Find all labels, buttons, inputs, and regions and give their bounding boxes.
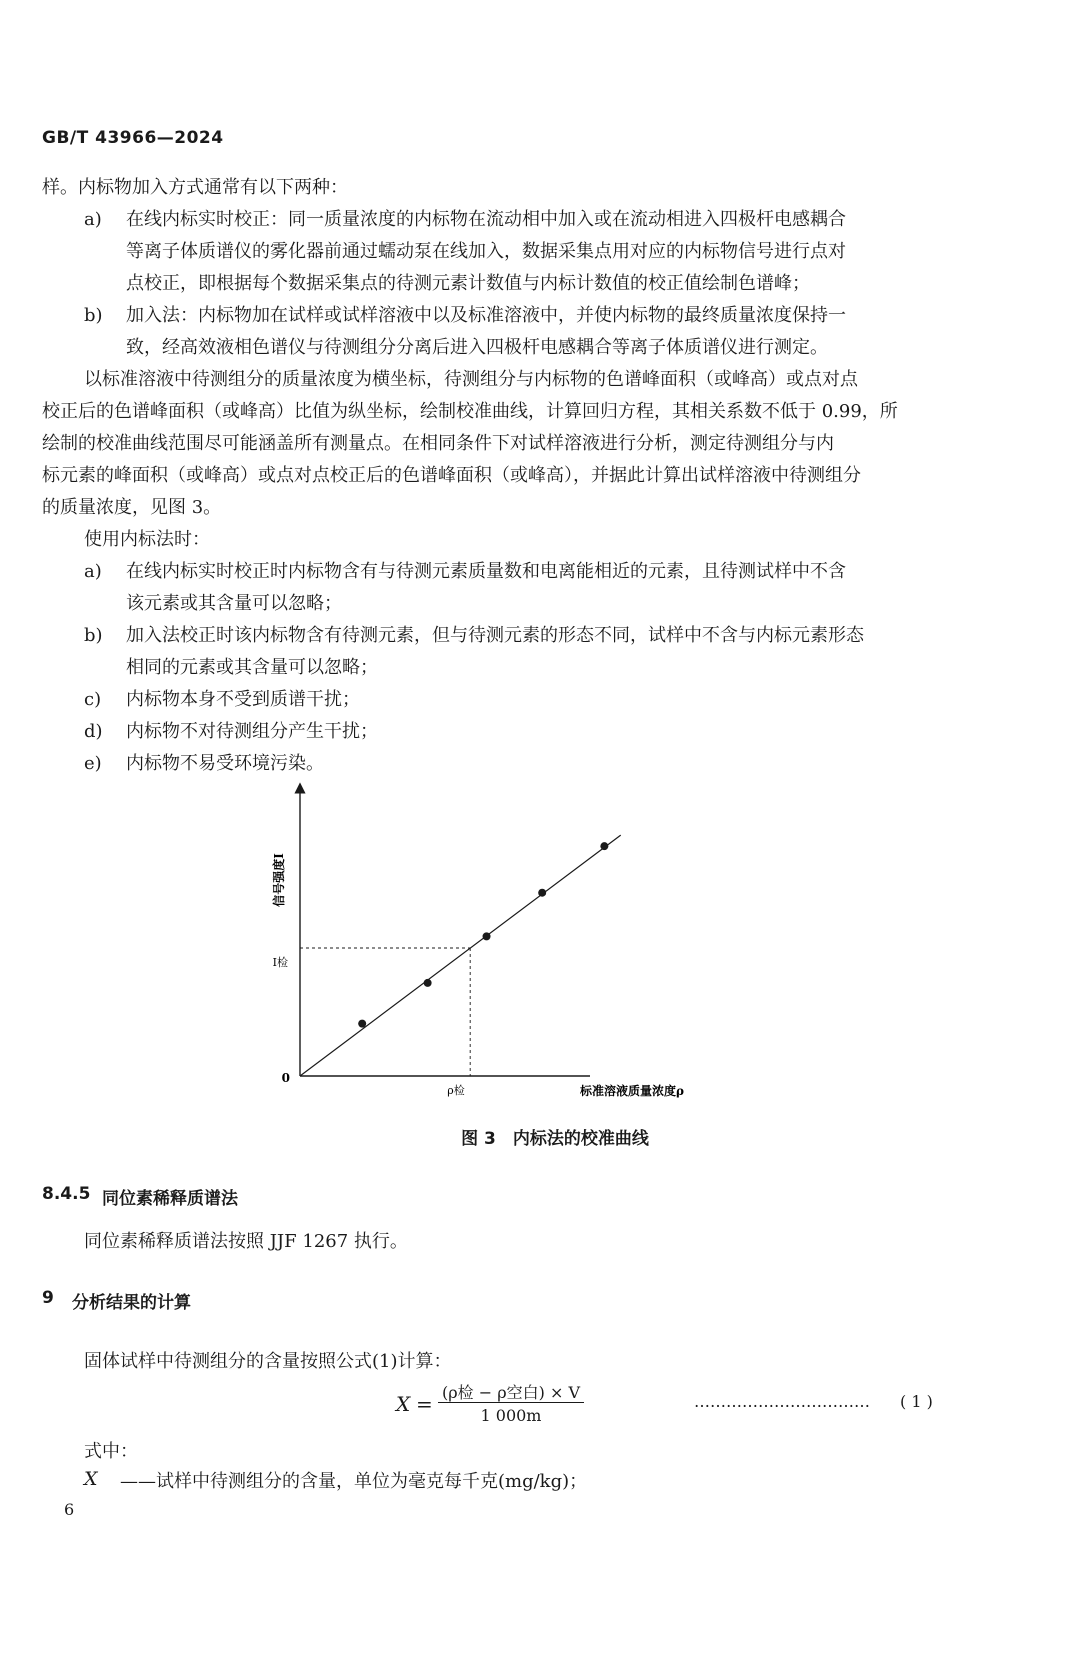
data-point-2	[424, 979, 432, 987]
symbol-x-description: ——试样中待测组分的含量，单位为毫克每千克(mg/kg)；	[120, 1471, 588, 1492]
para2-line-2: 校正后的色谱峰面积（或峰高）比值为纵坐标，绘制校准曲线，计算回归方程，其相关系数不低于 0.99，所	[42, 401, 898, 422]
formula-numerator: (ρ检 − ρ空白) × V	[441, 1383, 580, 1402]
x-axis-label: 标准溶液质量浓度ρ	[580, 1084, 684, 1098]
data-point-5	[600, 842, 608, 850]
y-axis-label: 信号强度I	[272, 853, 286, 907]
data-point-1	[358, 1020, 366, 1028]
data-points	[358, 842, 608, 1027]
method-b-marker: b)	[84, 305, 103, 326]
req-c-line-1: 内标物本身不受到质谱干扰；	[126, 689, 360, 710]
formula-denominator: 1 000m	[480, 1406, 542, 1425]
method-a-marker: a)	[84, 209, 102, 230]
para2-line-3: 绘制的校准曲线范围尽可能涵盖所有测量点。在相同条件下对试样溶液进行分析，测定待测组分与内	[42, 433, 834, 454]
origin-label: 0	[281, 1071, 290, 1085]
req-d-line-1: 内标物不对待测组分产生干扰；	[126, 721, 378, 742]
para2-line-4: 标元素的峰面积（或峰高）或点对点校正后的色谱峰面积（或峰高），并据此计算出试样溶液中待测组分	[42, 465, 861, 486]
method-b-line-2: 致，经高效液相色谱仪与待测组分分离后进入四极杆电感耦合等离子体质谱仪进行测定。	[126, 337, 828, 358]
formula-dots: ……………………………	[694, 1392, 870, 1411]
calc-intro: 固体试样中待测组分的含量按照公式(1)计算：	[84, 1351, 452, 1372]
req-a-line-1: 在线内标实时校正时内标物含有与待测元素质量数和电离能相近的元素，且待测试样中不含	[126, 561, 846, 582]
req-a-marker: a)	[84, 561, 102, 582]
figure-caption: 图 3 内标法的校准曲线	[461, 1129, 649, 1149]
standard-number: GB/T 43966—2024	[42, 128, 224, 148]
data-point-3	[483, 932, 491, 940]
req-e-marker: e)	[84, 753, 102, 774]
para2-line-1: 以标准溶液中待测组分的质量浓度为横坐标，待测组分与内标物的色谱峰面积（或峰高）或点对点	[84, 369, 858, 390]
method-a-line-1: 在线内标实时校正：同一质量浓度的内标物在流动相中加入或在流动相进入四极杆电感耦合	[126, 209, 846, 230]
section-9-title: 分析结果的计算	[72, 1293, 191, 1313]
where-label: 式中：	[84, 1441, 138, 1462]
req-e-line-1: 内标物不易受环境污染。	[126, 753, 324, 774]
method-b-line-1: 加入法：内标物加在试样或试样溶液中以及标准溶液中，并使内标物的最终质量浓度保持一	[126, 305, 846, 326]
method-a-line-2: 等离子体质谱仪的雾化器前通过蠕动泵在线加入，数据采集点用对应的内标物信号进行点对	[126, 241, 846, 262]
method-a-line-3: 点校正，即根据每个数据采集点的待测元素计数值与内标计数值的校正值绘制色谱峰；	[126, 273, 810, 294]
i-reference-label: I检	[272, 956, 288, 969]
req-b-line-1: 加入法校正时该内标物含有待测元素，但与待测元素的形态不同，试样中不含与内标元素形态	[126, 625, 864, 646]
usage-intro: 使用内标法时：	[84, 529, 210, 550]
paragraph-tail: 样。内标物加入方式通常有以下两种：	[42, 177, 348, 198]
formula-lhs: X	[396, 1392, 411, 1416]
section-845-title: 同位素稀释质谱法	[102, 1189, 238, 1209]
req-c-marker: c)	[84, 689, 102, 710]
formula-number: ( 1 )	[900, 1392, 933, 1411]
para2-line-5: 的质量浓度，见图 3。	[42, 497, 222, 518]
req-b-marker: b)	[84, 625, 103, 646]
formula-equals: =	[416, 1392, 433, 1416]
rho-reference-label: ρ检	[447, 1084, 465, 1097]
req-a-line-2: 该元素或其含量可以忽略；	[126, 593, 342, 614]
symbol-x: X	[84, 1468, 98, 1490]
section-845-body: 同位素稀释质谱法按照 JJF 1267 执行。	[84, 1231, 408, 1252]
page-number: 6	[64, 1500, 75, 1519]
req-d-marker: d)	[84, 721, 103, 742]
calibration-line	[300, 835, 621, 1076]
section-845-number: 8.4.5	[42, 1184, 91, 1204]
fraction-bar	[438, 1402, 584, 1403]
req-b-line-2: 相同的元素或其含量可以忽略；	[126, 657, 378, 678]
section-9-number: 9	[42, 1288, 54, 1308]
calibration-chart	[260, 780, 740, 1125]
data-point-4	[538, 889, 546, 897]
